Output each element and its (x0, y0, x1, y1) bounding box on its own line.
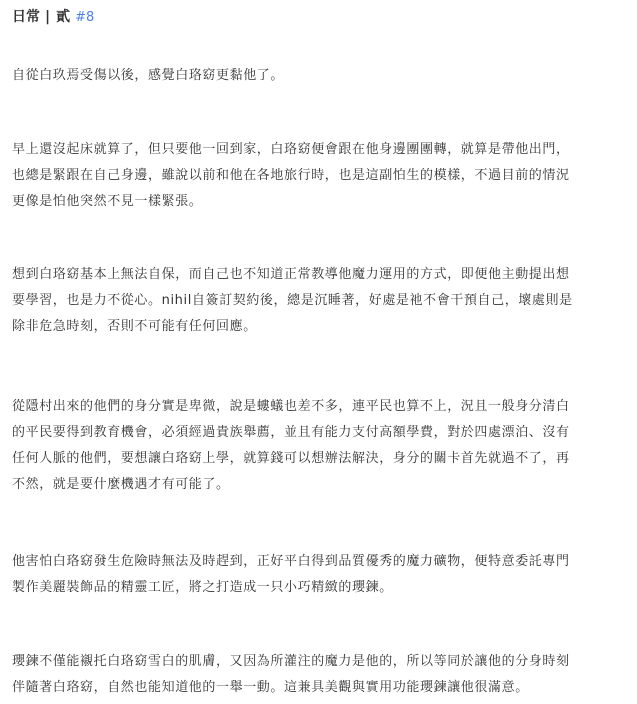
paragraph-line: 製作美麗裝飾品的精靈工匠，將之打造成一只小巧精緻的瓔鍊。 (12, 580, 393, 595)
paragraph-line: 的平民要得到教育機會，必須經過貴族舉薦，並且有能力支付高額學費，對於四處漂泊、沒有 (12, 425, 570, 440)
post-tag-link[interactable]: #8 (75, 10, 95, 25)
paragraph-line: 也總是緊跟在自己身邊，雖說以前和他在各地旅行時，也是這副怕生的模樣，不過目前的情況 (12, 168, 570, 183)
paragraph-2 (12, 137, 632, 215)
paragraph-3 (12, 262, 632, 340)
paragraph-line: 自從白玖焉受傷以後，感覺白珞窈更黏他了。 (12, 68, 285, 83)
paragraph-line: 任何人脈的他們，要想讓白珞窈上學，就算錢可以想辦法解決，身分的關卡首先就過不了，再 (12, 451, 570, 466)
paragraph-6 (12, 649, 632, 701)
paragraph-line: 他害怕白珞窈發生危險時無法及時趕到，正好平白得到品質優秀的魔力礦物，便特意委託專門 (12, 554, 570, 569)
paragraph-line: 想到白珞窈基本上無法自保，而自己也不知道正常教導他魔力運用的方式，即便他主動提出想 (12, 267, 570, 282)
title-separator: | (45, 9, 51, 25)
post-title: 貳 (56, 9, 71, 25)
paragraph-line: 從隱村出來的他們的身分實是卑微，說是螻蟻也差不多，連平民也算不上，況且一般身分清白 (12, 399, 570, 414)
paragraph-line: 更像是怕他突然不見一樣緊張。 (12, 194, 203, 209)
paragraph-line: 除非危急時刻，否則不可能有任何回應。 (12, 319, 257, 334)
paragraph-1 (12, 63, 632, 89)
paragraph-5 (12, 549, 632, 601)
post-header (12, 6, 94, 28)
paragraph-line: 伴隨著白珞窈，自然也能知道他的一舉一動。這兼具美觀與實用功能瓔鍊讓他很滿意。 (12, 680, 529, 695)
post-category: 日常 (12, 9, 40, 25)
paragraph-line: 不然，就是要什麼機遇才有可能了。 (12, 477, 230, 492)
paragraph-line: 早上還沒起床就算了，但只要他一回到家，白珞窈便會跟在他身邊團團轉，就算是帶他出門， (12, 142, 570, 157)
paragraph-line: 瓔鍊不僅能襯托白珞窈雪白的肌膚，又因為所灌注的魔力是他的，所以等同於讓他的分身時刻 (12, 654, 570, 669)
paragraph-line: 要學習，也是力不從心。nihil自簽訂契約後，總是沉睡著，好處是祂不會干預自己，壞處則是 (12, 293, 573, 308)
paragraph-4 (12, 394, 632, 498)
